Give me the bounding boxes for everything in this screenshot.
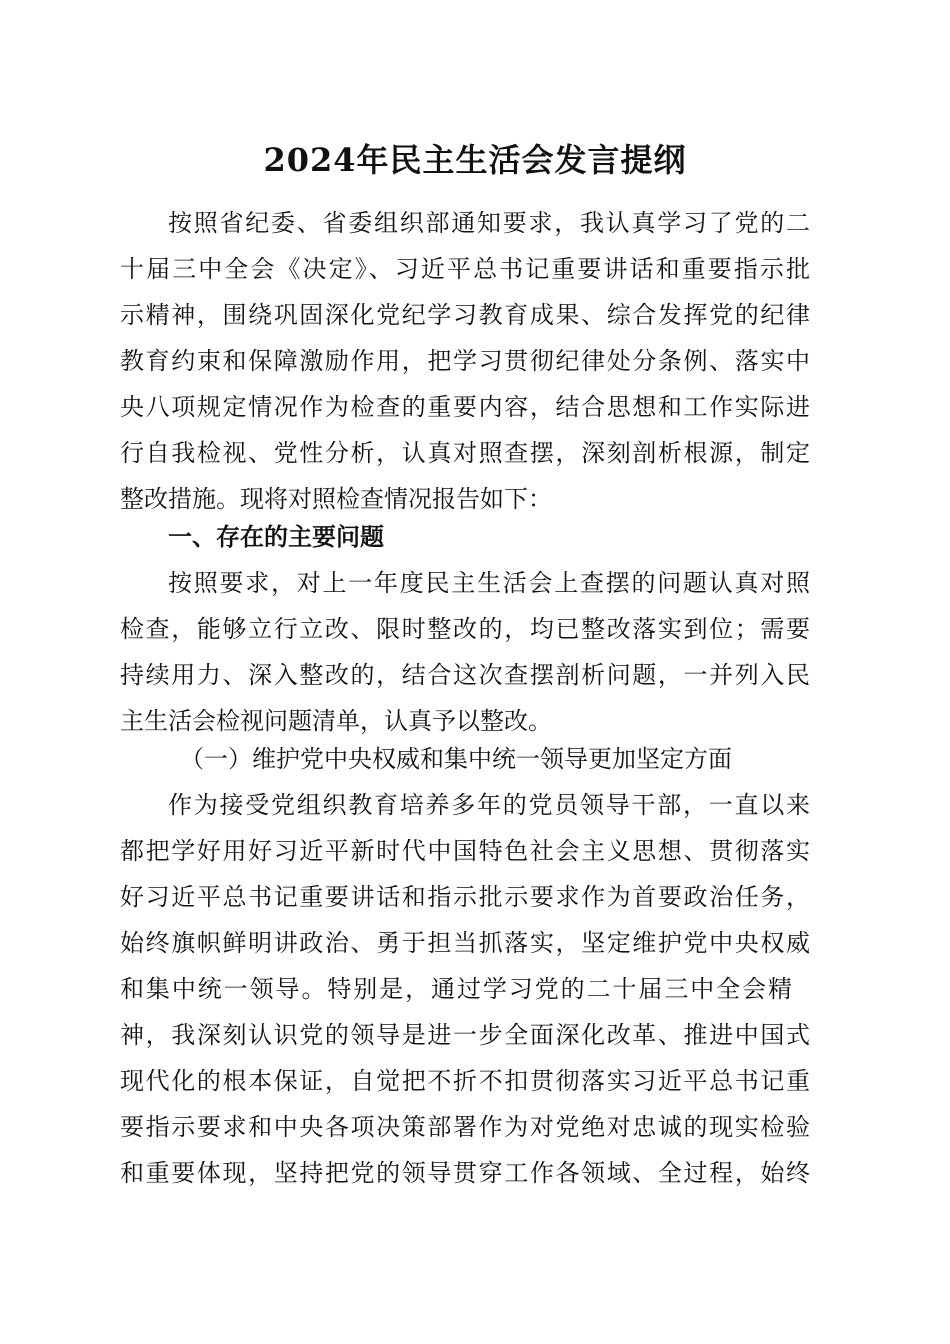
text-line: 按照要求，对上一年度民主生活会上查摆的问题认真对照 [168, 569, 810, 597]
text-line: 检查，能够立行立改、限时整改的，均已整改落实到位；需要 [120, 615, 810, 643]
text-line: 整改措施。现将对照检查情况报告如下： [120, 485, 552, 513]
text-line: 示精神，围绕巩固深化党纪学习教育成果、综合发挥党的纪律 [120, 301, 810, 329]
text-line: 好习近平总书记重要讲话和指示批示要求作为首要政治任务， [120, 883, 810, 911]
text-line: 教育约束和保障激励作用，把学习贯彻纪律处分条例、落实中 [120, 347, 810, 375]
subsection-heading: （一）维护党中央权威和集中统一领导更加坚定方面 [180, 745, 732, 773]
section-heading: 一、存在的主要问题 [168, 523, 384, 551]
text-line: 神，我深刻认识党的领导是进一步全面深化改革、推进中国式 [120, 1021, 810, 1049]
text-line: 十届三中全会《决定》、习近平总书记重要讲话和重要指示批 [120, 255, 810, 283]
text-line: 现代化的根本保证，自觉把不折不扣贯彻落实习近平总书记重 [120, 1067, 810, 1095]
text-line: 都把学好用好习近平新时代中国特色社会主义思想、贯彻落实 [120, 837, 810, 865]
text-line: 要指示要求和中央各项决策部署作为对党绝对忠诚的现实检验 [120, 1113, 810, 1141]
text-line: 按照省纪委、省委组织部通知要求，我认真学习了党的二 [168, 209, 810, 237]
text-line: 持续用力、深入整改的，结合这次查摆剖析问题，一并列入民 [120, 661, 810, 689]
text-line: 作为接受党组织教育培养多年的党员领导干部，一直以来 [168, 791, 810, 819]
text-line: 和集中统一领导。特别是，通过学习党的二十届三中全会精 [120, 975, 792, 1003]
text-line: 央八项规定情况作为检查的重要内容，结合思想和工作实际进 [120, 393, 810, 421]
text-line: 和重要体现，坚持把党的领导贯穿工作各领域、全过程，始终 [120, 1159, 810, 1187]
text-line: 主生活会检视问题清单，认真予以整改。 [120, 707, 552, 735]
text-line: 行自我检视、党性分析，认真对照查摆，深刻剖析根源，制定 [120, 439, 810, 467]
text-line: 始终旗帜鲜明讲政治、勇于担当抓落实，坚定维护党中央权威 [120, 929, 810, 957]
document-title: 2024年民主生活会发言提纲 [263, 141, 687, 179]
